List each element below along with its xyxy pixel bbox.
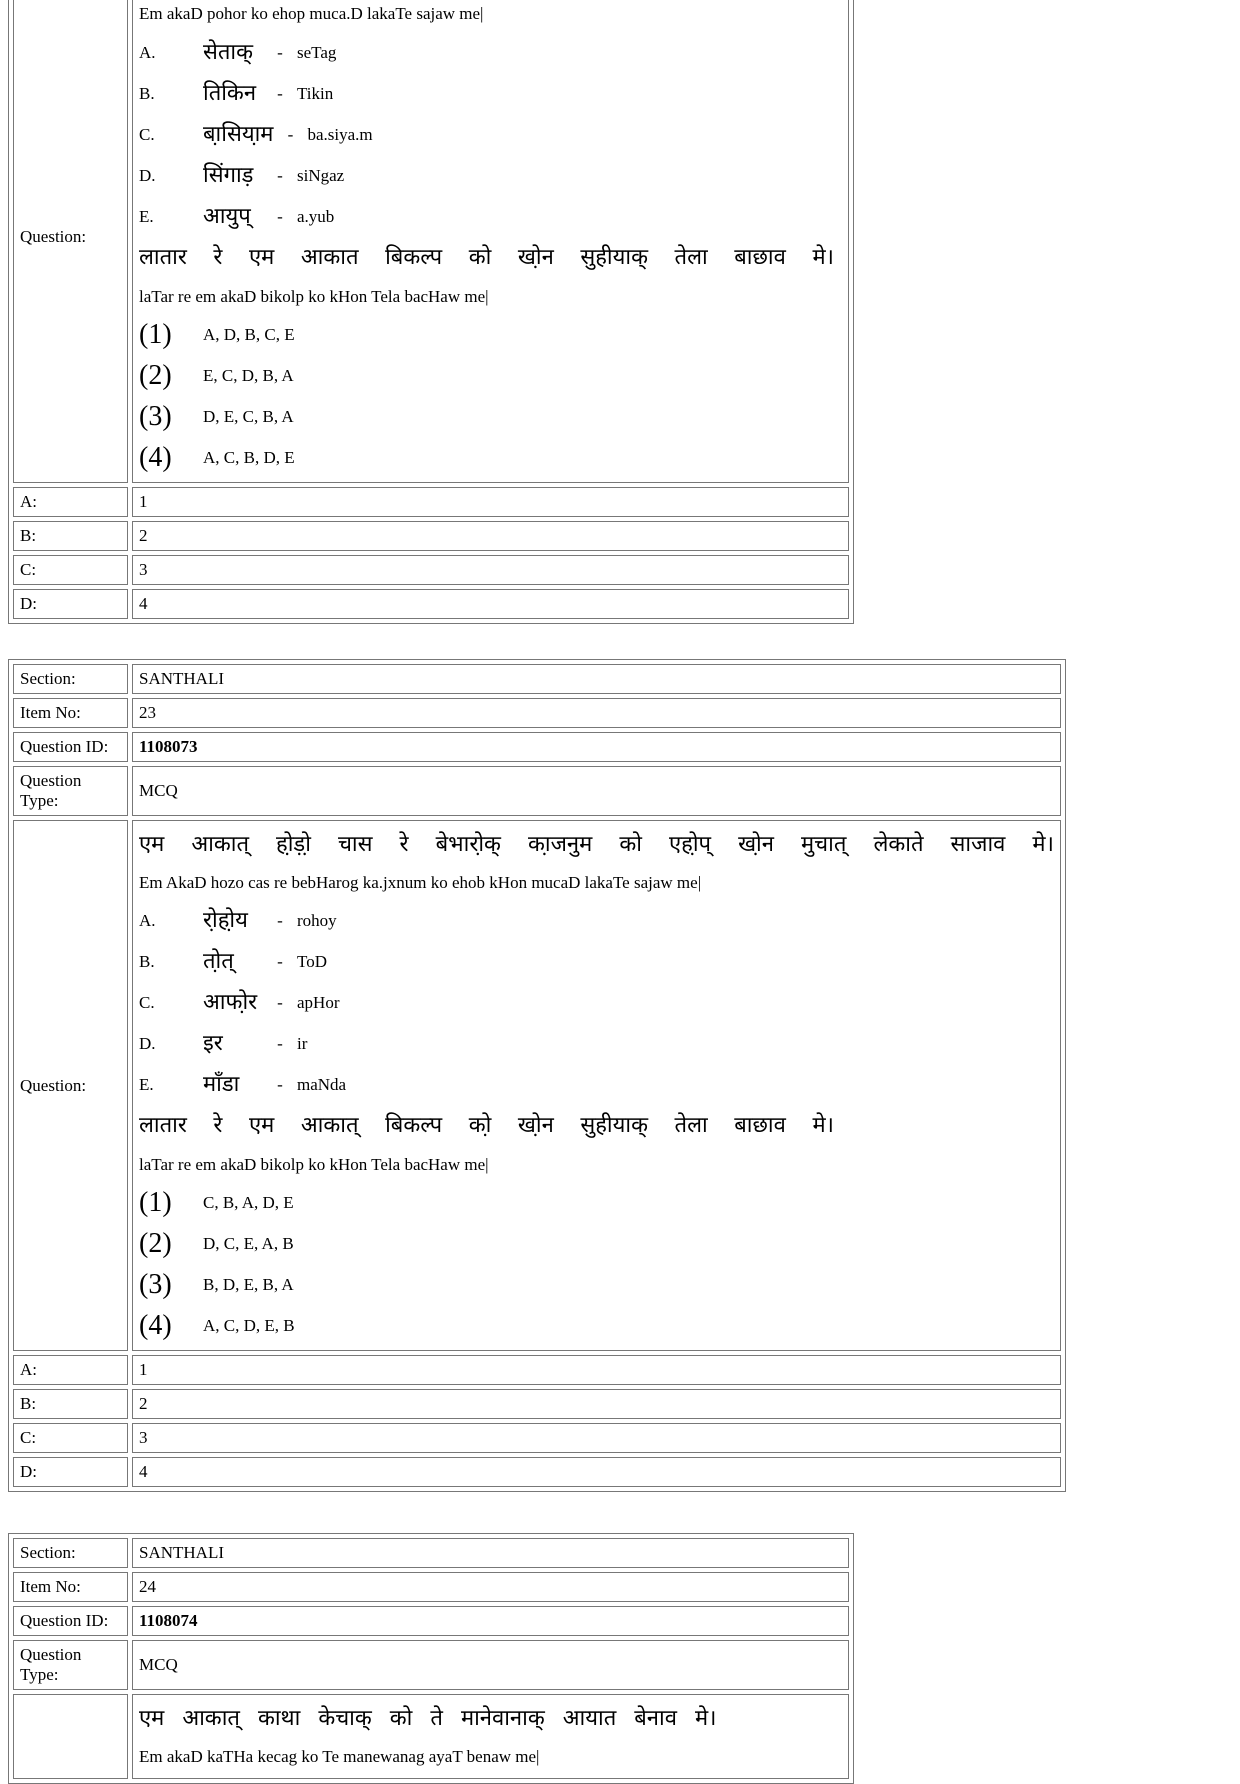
table-row bbox=[13, 521, 849, 551]
table-row bbox=[13, 1606, 849, 1636]
list-item: E. माँडा - maNda bbox=[139, 1071, 347, 1097]
section-value: SANTHALI bbox=[132, 664, 1061, 694]
list-item: A. सेताक् - seTag bbox=[139, 39, 337, 65]
option-d-value: 4 bbox=[132, 1457, 1061, 1487]
instruction-roman: laTar re em akaD bikolp ko kHon Tela bacHaw me| bbox=[139, 286, 489, 306]
question-type-label: Question Type: bbox=[13, 766, 128, 816]
question-body bbox=[132, 0, 849, 483]
table-row bbox=[13, 1538, 849, 1568]
option-b-label: B: bbox=[13, 1389, 128, 1419]
section-label: Section: bbox=[13, 664, 128, 694]
answer-option: (4) A, C, D, E, B bbox=[139, 1309, 295, 1341]
table-row bbox=[13, 1355, 1061, 1385]
table-row bbox=[13, 1572, 849, 1602]
option-c-label: C: bbox=[13, 555, 128, 585]
answer-option: (3) D, E, C, B, A bbox=[139, 400, 294, 432]
item-no-value: 23 bbox=[132, 698, 1061, 728]
answer-option: (3) B, D, E, B, A bbox=[139, 1268, 294, 1300]
table-row bbox=[13, 555, 849, 585]
section-label: Section: bbox=[13, 1538, 128, 1568]
answer-option: (2) E, C, D, B, A bbox=[139, 359, 294, 391]
question-type-value: MCQ bbox=[132, 1640, 849, 1690]
question-intro-devanagari: एम आकात् काथा केचाक् को ते मानेवानाक् आयात बेनाव मे। bbox=[139, 1705, 717, 1731]
option-a-label: A: bbox=[13, 487, 128, 517]
item-no-label: Item No: bbox=[13, 1572, 128, 1602]
question-table-22 bbox=[8, 0, 854, 624]
answer-option: (2) D, C, E, A, B bbox=[139, 1227, 294, 1259]
option-d-value: 4 bbox=[132, 589, 849, 619]
answer-option: (1) A, D, B, C, E bbox=[139, 318, 295, 350]
question-table-24 bbox=[8, 1533, 854, 1784]
item-no-label: Item No: bbox=[13, 698, 128, 728]
item-no-value: 24 bbox=[132, 1572, 849, 1602]
table-row bbox=[13, 1640, 849, 1690]
table-row bbox=[13, 1423, 1061, 1453]
instruction-roman: laTar re em akaD bikolp ko kHon Tela bacHaw me| bbox=[139, 1154, 489, 1174]
option-b-value: 2 bbox=[132, 521, 849, 551]
question-id-label: Question ID: bbox=[13, 1606, 128, 1636]
option-c-value: 3 bbox=[132, 1423, 1061, 1453]
table-row bbox=[13, 698, 1061, 728]
list-item: B. तिकिन - Tikin bbox=[139, 80, 334, 106]
question-type-value: MCQ bbox=[132, 766, 1061, 816]
question-body bbox=[132, 1694, 849, 1779]
list-item: C. बा़सिया़म - ba.siya.m bbox=[139, 121, 373, 147]
question-table-23 bbox=[8, 659, 1066, 1492]
option-c-label: C: bbox=[13, 1423, 128, 1453]
option-d-label: D: bbox=[13, 589, 128, 619]
question-label bbox=[13, 1694, 128, 1779]
list-item: D. इर - ir bbox=[139, 1030, 308, 1056]
question-type-label: Question Type: bbox=[13, 1640, 128, 1690]
option-b-label: B: bbox=[13, 521, 128, 551]
table-row bbox=[13, 664, 1061, 694]
option-a-value: 1 bbox=[132, 487, 849, 517]
answer-option: (1) C, B, A, D, E bbox=[139, 1186, 294, 1218]
table-row bbox=[13, 1457, 1061, 1487]
list-item: D. सिंगाड़ - siNgaz bbox=[139, 162, 345, 188]
question-body bbox=[132, 820, 1061, 1351]
list-item: A. रो़हो़य - rohoy bbox=[139, 907, 337, 933]
option-c-value: 3 bbox=[132, 555, 849, 585]
question-label: Question: bbox=[13, 0, 128, 483]
table-row bbox=[13, 1389, 1061, 1419]
instruction-devanagari: लातार रे एम आकात् बिकल्प को़ खो़न सुहीयाक् तेला बाछाव मे। bbox=[139, 1112, 834, 1138]
question-id-label: Question ID: bbox=[13, 732, 128, 762]
section-value: SANTHALI bbox=[132, 1538, 849, 1568]
list-item: B. तो़त् - ToD bbox=[139, 948, 327, 974]
list-item: E. आयुप् - a.yub bbox=[139, 203, 335, 229]
list-item: C. आफो़र - apHor bbox=[139, 989, 340, 1015]
option-a-value: 1 bbox=[132, 1355, 1061, 1385]
question-intro-roman: Em akaD pohor ko ehop muca.D lakaTe sajaw me| bbox=[139, 4, 484, 23]
option-a-label: A: bbox=[13, 1355, 128, 1385]
question-intro-devanagari: एम आकात् हो़ड़ो़ चास रे बेभारो़क् का़जनुम को एहो़प् खो़न मुचात् लेकाते साजाव मे। bbox=[139, 831, 1054, 857]
answer-option: (4) A, C, B, D, E bbox=[139, 441, 295, 473]
question-intro-roman: Em akaD kaTHa kecag ko Te manewanag ayaT benaw me| bbox=[139, 1746, 540, 1766]
table-row bbox=[13, 589, 849, 619]
table-row bbox=[13, 487, 849, 517]
question-id-value: 1108074 bbox=[132, 1606, 849, 1636]
table-row bbox=[13, 766, 1061, 816]
option-b-value: 2 bbox=[132, 1389, 1061, 1419]
question-intro-roman: Em AkaD hozo cas re bebHarog ka.jxnum ko ehob kHon mucaD lakaTe sajaw me| bbox=[139, 872, 702, 892]
question-id-value: 1108073 bbox=[132, 732, 1061, 762]
question-label: Question: bbox=[13, 820, 128, 1351]
instruction-devanagari: लातार रे एम आकात बिकल्प को खो़न सुहीयाक् तेला बाछाव मे। bbox=[139, 244, 834, 270]
option-d-label: D: bbox=[13, 1457, 128, 1487]
table-row bbox=[13, 732, 1061, 762]
